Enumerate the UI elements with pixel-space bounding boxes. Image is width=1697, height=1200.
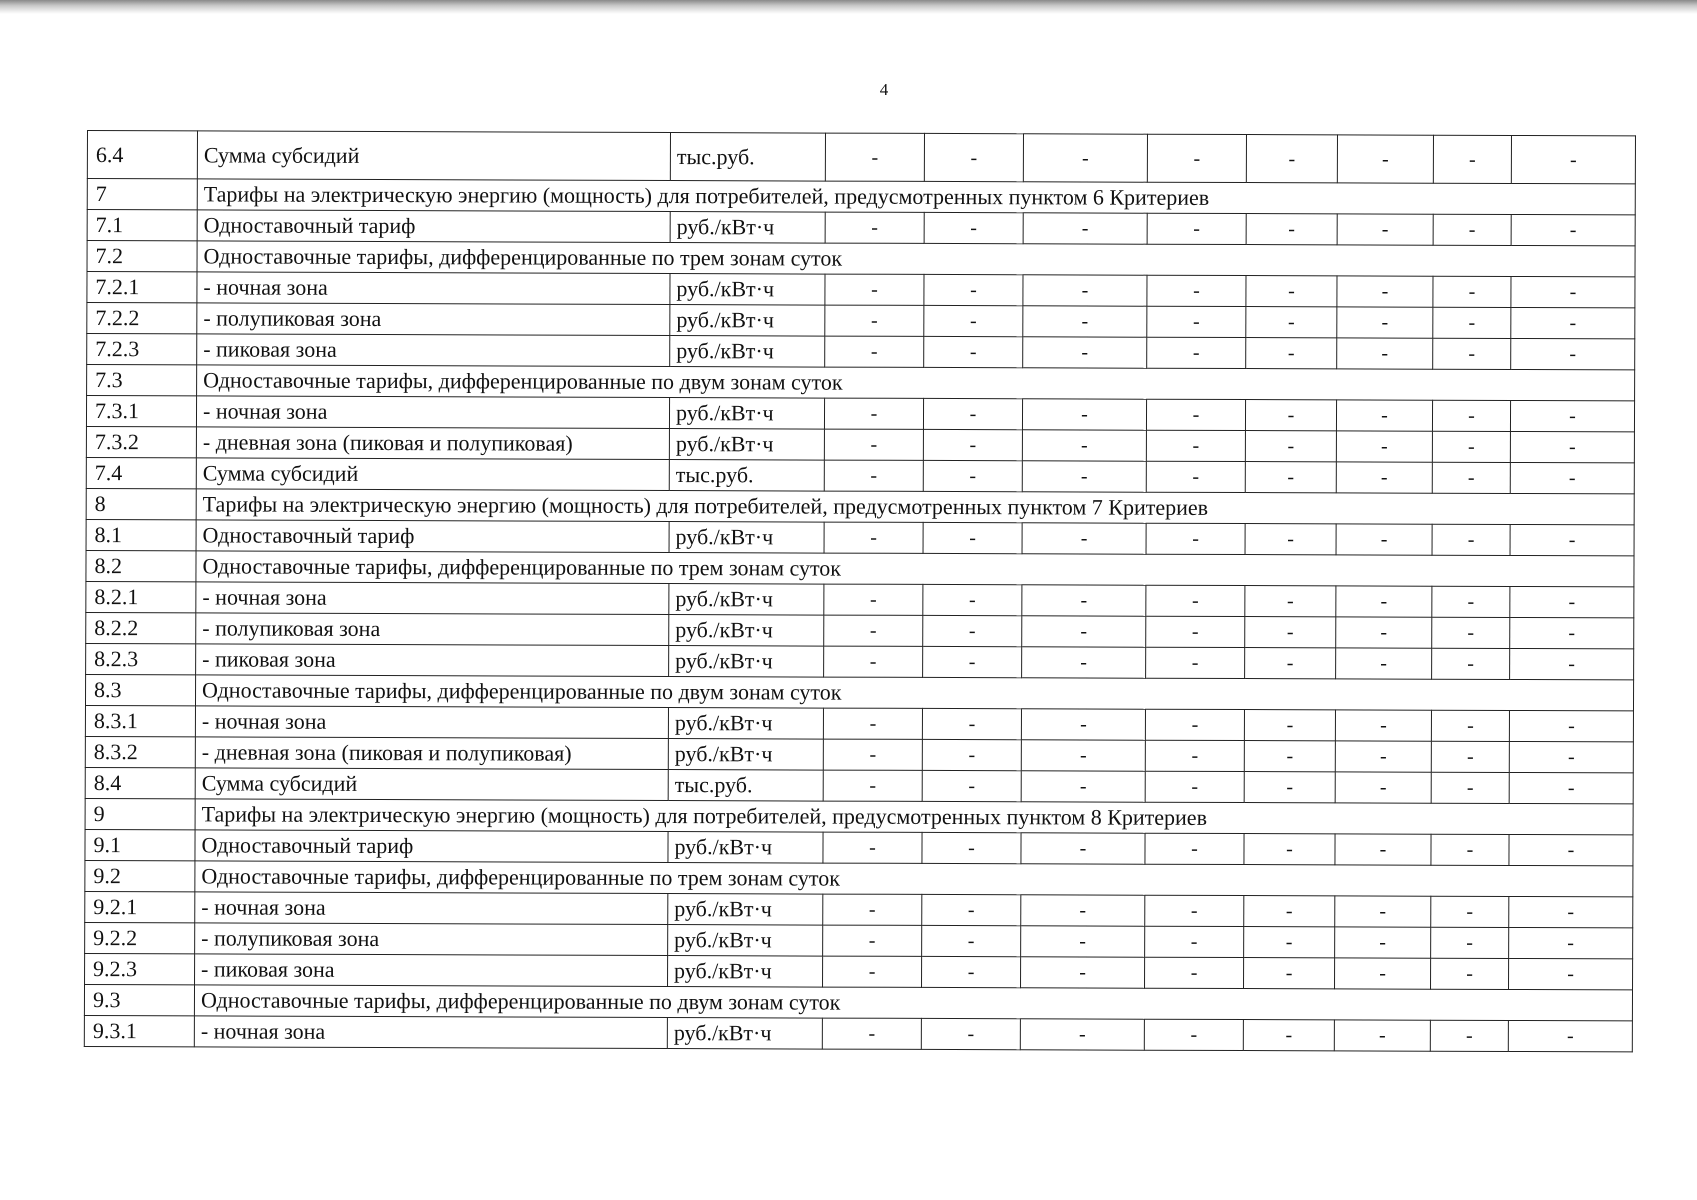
value-cell: - xyxy=(825,305,924,336)
table-row xyxy=(85,891,1633,927)
row-number: 9.2 xyxy=(85,860,195,891)
row-number: 8.3.2 xyxy=(85,736,195,767)
value-cell: - xyxy=(924,274,1023,305)
value-cell: - xyxy=(824,398,923,429)
value-cell: - xyxy=(1244,834,1335,865)
value-cell: - xyxy=(1246,214,1337,245)
value-cell: - xyxy=(1146,399,1245,430)
value-cell: - xyxy=(1510,400,1634,431)
unit-cell: руб./кВт·ч xyxy=(668,739,823,771)
value-cell: - xyxy=(1022,399,1146,430)
unit-cell: руб./кВт·ч xyxy=(669,398,824,430)
section-header-row xyxy=(87,365,1635,401)
value-cell: - xyxy=(1432,431,1510,462)
value-cell: - xyxy=(1246,276,1337,307)
value-cell: - xyxy=(1021,926,1145,957)
row-name: - дневная зона (пиковая и полупиковая) xyxy=(195,737,668,770)
row-number: 7.3 xyxy=(87,365,197,396)
table-row xyxy=(84,1015,1632,1051)
row-number: 7.2.2 xyxy=(87,303,197,334)
value-cell: - xyxy=(1335,741,1431,772)
value-cell: - xyxy=(1146,616,1245,647)
value-cell: - xyxy=(1021,740,1145,771)
section-header-row xyxy=(85,860,1633,896)
value-cell: - xyxy=(1023,337,1147,368)
page-number: 4 xyxy=(879,80,889,99)
value-cell: - xyxy=(822,1018,921,1049)
row-number: 8 xyxy=(86,488,196,519)
value-cell: - xyxy=(1433,276,1511,307)
value-cell: - xyxy=(1243,1020,1334,1051)
section-title: Тарифы на электрическую энергию (мощность) для потребителей, предусмотренных пунктом 7 Критериев xyxy=(196,489,1634,525)
value-cell: - xyxy=(1335,958,1431,989)
value-cell: - xyxy=(823,956,922,987)
table-row xyxy=(86,612,1634,648)
value-cell: - xyxy=(1244,896,1335,927)
value-cell: - xyxy=(1246,307,1337,338)
value-cell: - xyxy=(1337,307,1433,338)
value-cell: - xyxy=(1432,586,1510,617)
value-cell: - xyxy=(1336,462,1432,493)
value-cell: - xyxy=(1245,431,1336,462)
value-cell: - xyxy=(1145,709,1244,740)
row-name: - ночная зона xyxy=(196,396,669,429)
section-title: Одноставочные тарифы, дифференцированные по трем зонам суток xyxy=(196,551,1634,587)
unit-cell: руб./кВт·ч xyxy=(670,212,825,244)
section-header-row xyxy=(84,984,1632,1020)
table-row xyxy=(87,272,1635,308)
unit-cell: руб./кВт·ч xyxy=(668,894,823,926)
value-cell: - xyxy=(1021,833,1145,864)
row-number: 9.3 xyxy=(84,984,194,1015)
row-name: - ночная зона xyxy=(197,272,670,305)
scan-top-edge xyxy=(0,0,1697,14)
value-cell: - xyxy=(825,212,924,243)
value-cell: - xyxy=(1146,461,1245,492)
value-cell: - xyxy=(1334,1020,1430,1051)
row-number: 8.2.1 xyxy=(86,581,196,612)
value-cell: - xyxy=(1430,1020,1508,1051)
value-cell: - xyxy=(1336,524,1432,555)
value-cell: - xyxy=(1337,214,1433,245)
table-row xyxy=(85,829,1633,865)
value-cell: - xyxy=(922,739,1021,770)
value-cell: - xyxy=(1023,275,1147,306)
unit-cell: руб./кВт·ч xyxy=(669,429,824,461)
value-cell: - xyxy=(1246,135,1337,183)
value-cell: - xyxy=(1511,276,1635,307)
table-row xyxy=(87,303,1635,339)
table-row xyxy=(85,767,1633,803)
table-row xyxy=(87,210,1635,246)
value-cell: - xyxy=(1023,306,1147,337)
value-cell: - xyxy=(1336,586,1432,617)
row-name: - полупиковая зона xyxy=(195,923,668,956)
value-cell: - xyxy=(1510,586,1634,617)
table-row xyxy=(86,643,1634,679)
unit-cell: руб./кВт·ч xyxy=(670,305,825,337)
value-cell: - xyxy=(1510,462,1634,493)
value-cell: - xyxy=(1145,740,1244,771)
tariff-table xyxy=(84,130,1636,1052)
unit-cell: руб./кВт·ч xyxy=(669,584,824,616)
value-cell: - xyxy=(824,429,923,460)
value-cell: - xyxy=(1510,648,1634,679)
unit-cell: руб./кВт·ч xyxy=(668,832,823,864)
value-cell: - xyxy=(1510,617,1634,648)
row-number: 7.2 xyxy=(87,241,197,272)
row-name: - ночная зона xyxy=(195,706,668,739)
value-cell: - xyxy=(1021,895,1145,926)
row-name: Сумма субсидий xyxy=(196,458,669,491)
value-cell: - xyxy=(1509,958,1633,989)
row-name: - ночная зона xyxy=(194,1016,667,1049)
value-cell: - xyxy=(1020,1019,1144,1050)
value-cell: - xyxy=(1145,895,1244,926)
value-cell: - xyxy=(1022,647,1146,678)
value-cell: - xyxy=(923,646,1022,677)
value-cell: - xyxy=(1146,430,1245,461)
value-cell: - xyxy=(1147,134,1246,182)
value-cell: - xyxy=(1432,524,1510,555)
value-cell: - xyxy=(1511,338,1635,369)
value-cell: - xyxy=(1335,927,1431,958)
value-cell: - xyxy=(921,1018,1020,1049)
value-cell: - xyxy=(1244,927,1335,958)
row-number: 9.1 xyxy=(85,829,195,860)
value-cell: - xyxy=(1144,1019,1243,1050)
section-title: Одноставочные тарифы, дифференцированные по двум зонам суток xyxy=(194,985,1632,1021)
value-cell: - xyxy=(1245,586,1336,617)
value-cell: - xyxy=(1146,523,1245,554)
row-number: 7.1 xyxy=(87,210,197,241)
row-number: 7.3.1 xyxy=(86,396,196,427)
value-cell: - xyxy=(1021,771,1145,802)
table-row xyxy=(86,581,1634,617)
value-cell: - xyxy=(1023,213,1147,244)
section-header-row xyxy=(85,674,1633,710)
value-cell: - xyxy=(823,770,922,801)
row-name: - ночная зона xyxy=(195,892,668,925)
value-cell: - xyxy=(1337,276,1433,307)
section-header-row xyxy=(86,488,1634,524)
value-cell: - xyxy=(1022,585,1146,616)
value-cell: - xyxy=(1145,957,1244,988)
value-cell: - xyxy=(1145,833,1244,864)
row-number: 7.2.1 xyxy=(87,272,197,303)
value-cell: - xyxy=(1432,617,1510,648)
value-cell: - xyxy=(1245,617,1336,648)
value-cell: - xyxy=(923,398,1022,429)
unit-cell: тыс.руб. xyxy=(670,133,825,182)
row-number: 9 xyxy=(85,798,195,829)
value-cell: - xyxy=(1509,896,1633,927)
value-cell: - xyxy=(1245,648,1336,679)
value-cell: - xyxy=(922,708,1021,739)
value-cell: - xyxy=(1335,772,1431,803)
section-header-row xyxy=(87,179,1635,215)
value-cell: - xyxy=(1023,134,1147,182)
value-cell: - xyxy=(922,956,1021,987)
value-cell: - xyxy=(824,646,923,677)
value-cell: - xyxy=(1509,927,1633,958)
value-cell: - xyxy=(1431,710,1509,741)
value-cell: - xyxy=(1431,927,1509,958)
value-cell: - xyxy=(1147,306,1246,337)
value-cell: - xyxy=(823,925,922,956)
value-cell: - xyxy=(824,584,923,615)
row-number: 9.2.3 xyxy=(85,953,195,984)
value-cell: - xyxy=(1431,772,1509,803)
table-row xyxy=(86,426,1634,462)
value-cell: - xyxy=(1432,400,1510,431)
row-number: 7.2.3 xyxy=(87,334,197,365)
table-row xyxy=(87,334,1635,370)
value-cell: - xyxy=(1510,524,1634,555)
value-cell: - xyxy=(1431,741,1509,772)
row-name: - полупиковая зона xyxy=(196,613,669,646)
value-cell: - xyxy=(1244,741,1335,772)
section-title: Одноставочные тарифы, дифференцированные по трем зонам суток xyxy=(197,241,1635,277)
row-name: - пиковая зона xyxy=(195,954,668,987)
value-cell: - xyxy=(923,584,1022,615)
value-cell: - xyxy=(922,894,1021,925)
row-number: 6.4 xyxy=(87,131,197,179)
value-cell: - xyxy=(1021,957,1145,988)
value-cell: - xyxy=(924,212,1023,243)
value-cell: - xyxy=(1022,461,1146,492)
row-name: Сумма субсидий xyxy=(197,131,670,181)
value-cell: - xyxy=(922,925,1021,956)
section-header-row xyxy=(86,550,1634,586)
value-cell: - xyxy=(922,770,1021,801)
unit-cell: руб./кВт·ч xyxy=(670,274,825,306)
value-cell: - xyxy=(1335,710,1431,741)
value-cell: - xyxy=(1244,710,1335,741)
value-cell: - xyxy=(1021,709,1145,740)
value-cell: - xyxy=(824,460,923,491)
value-cell: - xyxy=(1147,275,1246,306)
value-cell: - xyxy=(1246,338,1337,369)
value-cell: - xyxy=(825,336,924,367)
value-cell: - xyxy=(924,305,1023,336)
section-title: Одноставочные тарифы, дифференцированные по двум зонам суток xyxy=(195,675,1633,711)
value-cell: - xyxy=(1509,772,1633,803)
value-cell: - xyxy=(1510,431,1634,462)
value-cell: - xyxy=(1147,337,1246,368)
value-cell: - xyxy=(1145,926,1244,957)
value-cell: - xyxy=(1335,834,1431,865)
value-cell: - xyxy=(1433,338,1511,369)
section-header-row xyxy=(85,798,1633,834)
value-cell: - xyxy=(1509,710,1633,741)
value-cell: - xyxy=(1336,617,1432,648)
value-cell: - xyxy=(1245,462,1336,493)
value-cell: - xyxy=(1244,772,1335,803)
table-row xyxy=(85,705,1633,741)
row-number: 8.3 xyxy=(85,674,195,705)
value-cell: - xyxy=(1508,1020,1632,1051)
row-name: - дневная зона (пиковая и полупиковая) xyxy=(196,427,669,460)
table-row xyxy=(86,457,1634,493)
row-name: - ночная зона xyxy=(196,582,669,615)
value-cell: - xyxy=(823,832,922,863)
value-cell: - xyxy=(825,133,924,181)
table-row xyxy=(85,953,1633,989)
table-row xyxy=(86,396,1634,432)
row-name: Одноставочный тариф xyxy=(197,210,670,243)
value-cell: - xyxy=(922,832,1021,863)
value-cell: - xyxy=(924,336,1023,367)
value-cell: - xyxy=(1432,462,1510,493)
value-cell: - xyxy=(1431,896,1509,927)
value-cell: - xyxy=(1147,213,1246,244)
unit-cell: руб./кВт·ч xyxy=(670,336,825,368)
value-cell: - xyxy=(1337,338,1433,369)
value-cell: - xyxy=(823,708,922,739)
value-cell: - xyxy=(1509,834,1633,865)
unit-cell: тыс.руб. xyxy=(669,460,824,492)
value-cell: - xyxy=(1336,431,1432,462)
value-cell: - xyxy=(1431,834,1509,865)
row-name: Сумма субсидий xyxy=(195,768,668,801)
row-number: 8.3.1 xyxy=(85,705,195,736)
value-cell: - xyxy=(1022,430,1146,461)
unit-cell: руб./кВт·ч xyxy=(669,646,824,678)
value-cell: - xyxy=(1432,648,1510,679)
row-number: 8.2.2 xyxy=(86,612,196,643)
value-cell: - xyxy=(1335,896,1431,927)
value-cell: - xyxy=(924,133,1023,181)
row-number: 9.3.1 xyxy=(84,1015,194,1046)
value-cell: - xyxy=(1336,648,1432,679)
value-cell: - xyxy=(1509,741,1633,772)
value-cell: - xyxy=(1431,958,1509,989)
value-cell: - xyxy=(1433,214,1511,245)
row-name: Одноставочный тариф xyxy=(195,830,668,863)
value-cell: - xyxy=(824,522,923,553)
value-cell: - xyxy=(825,274,924,305)
value-cell: - xyxy=(1245,524,1336,555)
value-cell: - xyxy=(1511,214,1635,245)
section-title: Одноставочные тарифы, дифференцированные по двум зонам суток xyxy=(197,365,1635,401)
row-name: Одноставочный тариф xyxy=(196,520,669,553)
table-row xyxy=(86,519,1634,555)
value-cell: - xyxy=(824,615,923,646)
unit-cell: руб./кВт·ч xyxy=(668,956,823,988)
value-cell: - xyxy=(823,894,922,925)
unit-cell: тыс.руб. xyxy=(668,770,823,802)
unit-cell: руб./кВт·ч xyxy=(669,522,824,554)
value-cell: - xyxy=(1511,135,1635,183)
value-cell: - xyxy=(923,522,1022,553)
section-title: Тарифы на электрическую энергию (мощность) для потребителей, предусмотренных пунктом 8 Критериев xyxy=(195,799,1633,835)
row-number: 8.4 xyxy=(85,767,195,798)
value-cell: - xyxy=(1244,958,1335,989)
row-number: 9.2.2 xyxy=(85,922,195,953)
row-number: 8.2 xyxy=(86,550,196,581)
value-cell: - xyxy=(923,615,1022,646)
value-cell: - xyxy=(1145,771,1244,802)
unit-cell: руб./кВт·ч xyxy=(667,1018,822,1050)
value-cell: - xyxy=(1337,135,1433,183)
row-number: 7.3.2 xyxy=(86,426,196,457)
value-cell: - xyxy=(1022,616,1146,647)
row-number: 7.4 xyxy=(86,457,196,488)
value-cell: - xyxy=(1511,307,1635,338)
table-row xyxy=(85,736,1633,772)
row-number: 7 xyxy=(87,179,197,210)
value-cell: - xyxy=(1022,523,1146,554)
row-name: - пиковая зона xyxy=(197,334,670,367)
value-cell: - xyxy=(1146,585,1245,616)
value-cell: - xyxy=(1146,647,1245,678)
row-name: - пиковая зона xyxy=(196,644,669,677)
value-cell: - xyxy=(923,429,1022,460)
unit-cell: руб./кВт·ч xyxy=(668,708,823,740)
section-title: Тарифы на электрическую энергию (мощность) для потребителей, предусмотренных пунктом 6 Критериев xyxy=(197,179,1635,215)
value-cell: - xyxy=(1336,400,1432,431)
unit-cell: руб./кВт·ч xyxy=(669,615,824,647)
value-cell: - xyxy=(1433,135,1511,183)
section-title: Одноставочные тарифы, дифференцированные по трем зонам суток xyxy=(195,861,1633,897)
value-cell: - xyxy=(923,460,1022,491)
row-name: - полупиковая зона xyxy=(197,303,670,336)
row-number: 9.2.1 xyxy=(85,891,195,922)
value-cell: - xyxy=(1433,307,1511,338)
value-cell: - xyxy=(1245,400,1336,431)
value-cell: - xyxy=(823,739,922,770)
row-number: 8.1 xyxy=(86,519,196,550)
table-row xyxy=(85,922,1633,958)
table-row xyxy=(87,131,1635,184)
row-number: 8.2.3 xyxy=(86,643,196,674)
unit-cell: руб./кВт·ч xyxy=(668,925,823,957)
section-header-row xyxy=(87,241,1635,277)
